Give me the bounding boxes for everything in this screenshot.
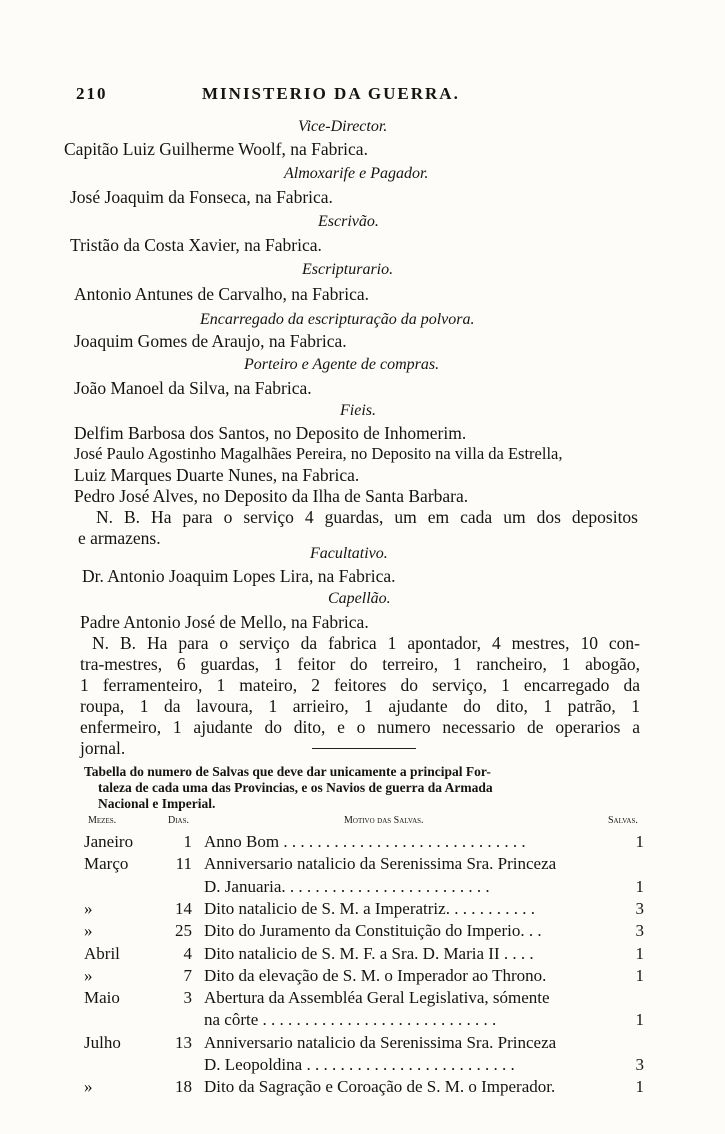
table-row	[84, 1055, 644, 1077]
table-row	[84, 1077, 644, 1099]
table-row	[84, 921, 644, 943]
column-header-salvas: Salvas.	[608, 815, 638, 826]
row-month: Abril	[84, 943, 120, 963]
row-day: 14	[175, 898, 192, 918]
staff-name: Joaquim Gomes de Araujo, na Fabrica.	[74, 331, 347, 351]
row-month: Janeiro	[84, 832, 134, 851]
row-motive: Anniversario natalicio da Serenissima Sra. Princeza	[204, 1032, 557, 1052]
staff-name: Pedro José Alves, no Deposito da Ilha de Santa Barbara.	[74, 486, 469, 506]
page-number: 210	[76, 84, 108, 103]
row-month: Julho	[84, 1032, 121, 1052]
row-month: Março	[84, 854, 129, 874]
table-row	[84, 966, 644, 988]
table-row	[84, 854, 644, 876]
column-header-days: Dias.	[168, 815, 190, 826]
row-day: 13	[175, 1032, 192, 1052]
row-salvas: 1	[635, 832, 644, 851]
note-line: roupa, 1 da lavoura, 1 arrieiro, 1 ajudante do dito, 1 patrão, 1	[80, 696, 640, 716]
role-heading: Escripturario.	[302, 261, 394, 278]
row-salvas: 3	[635, 1055, 644, 1074]
note-line: N. B. Ha para o serviço da fabrica 1 apontador, 4 mestres, 10 con-	[92, 633, 640, 653]
row-month: »	[84, 965, 93, 985]
row-month: »	[84, 921, 93, 941]
row-salvas: 1	[635, 1077, 644, 1097]
table-row	[84, 1010, 644, 1032]
table-row	[84, 832, 644, 854]
staff-name: Capitão Luiz Guilherme Woolf, na Fabrica.	[64, 139, 368, 159]
table-row	[84, 877, 644, 899]
table-row	[84, 899, 644, 921]
staff-name: Delfim Barbosa dos Santos, no Deposito de Inhomerim.	[74, 423, 467, 443]
row-motive: Dito da Sagração e Coroação de S. M. o Imperador.	[204, 1077, 556, 1097]
role-heading: Porteiro e Agente de compras.	[244, 356, 440, 373]
role-heading: Vice-Director.	[298, 118, 388, 135]
note-line: enfermeiro, 1 ajudante do dito, e o numero necessario de operarios a	[80, 717, 640, 737]
note-line: jornal.	[80, 738, 126, 758]
table-row	[84, 1033, 644, 1055]
row-salvas: 1	[635, 943, 644, 963]
row-motive: Dito natalicio de S. M. a Imperatriz. . . . . . . . . . .	[204, 898, 535, 918]
role-heading: Encarregado da escripturação da polvora.	[200, 311, 475, 328]
row-motive: Abertura da Assembléa Geral Legislativa, sómente	[204, 988, 550, 1008]
staff-name: Padre Antonio José de Mello, na Fabrica.	[80, 612, 369, 632]
row-motive: D. Leopoldina . . . . . . . . . . . . . . . . . . . . . . . . .	[204, 1055, 515, 1074]
row-month: Maio	[84, 988, 120, 1008]
row-day: 1	[183, 832, 192, 851]
page-title: MINISTERIO DA GUERRA.	[202, 84, 460, 103]
note-line: tra-mestres, 6 guardas, 1 feitor do terreiro, 1 rancheiro, 1 abogão,	[80, 654, 640, 674]
row-day: 11	[175, 854, 192, 874]
section-divider	[312, 748, 416, 749]
row-motive: Anniversario natalicio da Serenissima Sra. Princeza	[204, 854, 557, 874]
role-heading: Facultativo.	[310, 545, 388, 562]
staff-name: José Paulo Agostinho Magalhães Pereira, no Deposito na villa da Estrella,	[74, 444, 563, 463]
staff-name: Tristão da Costa Xavier, na Fabrica.	[70, 235, 322, 255]
note-line: N. B. Ha para o serviço 4 guardas, um em cada um dos depositos	[96, 507, 638, 527]
row-salvas: 1	[635, 1010, 644, 1030]
staff-name: Antonio Antunes de Carvalho, na Fabrica.	[74, 284, 370, 304]
note-line: e armazens.	[78, 528, 161, 548]
column-header-motive: Motivo das Salvas.	[344, 815, 424, 826]
role-heading: Capellão.	[328, 590, 391, 607]
table-row	[84, 944, 644, 966]
note-line: 1 ferramenteiro, 1 mateiro, 2 feitores do serviço, 1 encarregado da	[80, 675, 640, 695]
role-heading: Fieis.	[340, 402, 376, 419]
row-motive: D. Januaria. . . . . . . . . . . . . . . . . . . . . . . . .	[204, 876, 490, 896]
row-day: 3	[183, 988, 192, 1008]
row-salvas: 1	[635, 876, 644, 896]
row-salvas: 3	[635, 921, 644, 941]
staff-name: Luiz Marques Duarte Nunes, na Fabrica.	[74, 465, 360, 485]
table-caption: Tabella do numero de Salvas que deve dar unicamente a principal For-	[84, 764, 491, 779]
row-motive: na côrte . . . . . . . . . . . . . . . . . . . . . . . . . . . .	[204, 1010, 497, 1030]
row-day: 18	[175, 1077, 192, 1097]
column-header-month: Mezes.	[88, 815, 117, 826]
row-salvas: 3	[635, 898, 644, 918]
staff-name: Dr. Antonio Joaquim Lopes Lira, na Fabrica.	[82, 566, 396, 586]
table-caption: Nacional e Imperial.	[98, 796, 216, 811]
row-day: 25	[175, 921, 192, 941]
row-motive: Anno Bom . . . . . . . . . . . . . . . . . . . . . . . . . . . . .	[204, 832, 526, 851]
row-day: 4	[183, 943, 192, 963]
row-motive: Dito do Juramento da Constituição do Imperio. . .	[204, 921, 542, 941]
role-heading: Escrivão.	[318, 213, 379, 230]
staff-name: José Joaquim da Fonseca, na Fabrica.	[70, 187, 333, 207]
row-day: 7	[183, 965, 192, 985]
role-heading: Almoxarife e Pagador.	[284, 165, 429, 182]
row-month: »	[84, 1077, 93, 1097]
table-row	[84, 988, 644, 1010]
row-motive: Dito natalicio de S. M. F. a Sra. D. Maria II . . . .	[204, 943, 534, 963]
row-salvas: 1	[635, 965, 644, 985]
staff-name: João Manoel da Silva, na Fabrica.	[74, 378, 312, 398]
row-month: »	[84, 898, 93, 918]
table-caption: taleza de cada uma das Provincias, e os Navios de guerra da Armada	[98, 780, 493, 795]
row-motive: Dito da elevação de S. M. o Imperador ao Throno.	[204, 965, 547, 985]
